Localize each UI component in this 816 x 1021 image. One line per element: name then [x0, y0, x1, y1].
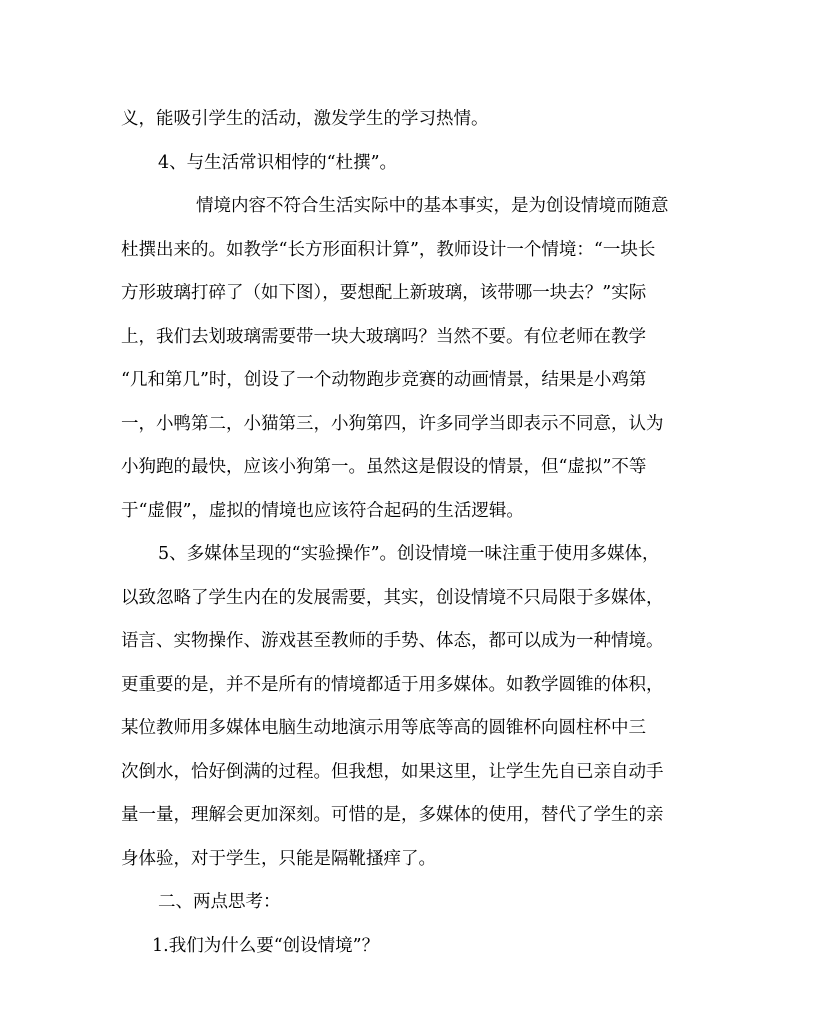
text-line: 一，小鸭第二，小猫第三，小狗第四，许多同学当即表示不同意，认为: [121, 414, 664, 434]
text-line: 某位教师用多媒体电脑生动地演示用等底等高的圆锥杯向圆柱杯中三: [121, 718, 646, 738]
text-line: 更重要的是，并不是所有的情境都适于用多媒体。如教学圆锥的体积，: [121, 675, 664, 695]
section-heading: 二、两点思考：: [158, 892, 281, 912]
text-line: 身体验，对于学生，只能是隔靴搔痒了。: [121, 849, 436, 869]
section-heading: 4、与生活常识相悖的“杜撰”。: [158, 153, 398, 173]
text-line: 语言、实物操作、游戏甚至教师的手势、体态，都可以成为一种情境。: [121, 631, 664, 651]
text-line: 情境内容不符合生活实际中的基本事实，是为创设情境而随意: [196, 196, 669, 216]
text-line: 以致忽略了学生内在的发展需要，其实，创设情境不只局限于多媒体，: [121, 588, 664, 608]
text-line: 小狗跑的最快，应该小狗第一。虽然这是假设的情景，但“虚拟”不等: [121, 457, 647, 477]
text-line: 方形玻璃打碎了（如下图），要想配上新玻璃，该带哪一块去？”实际: [121, 283, 647, 303]
text-line: 义，能吸引学生的活动，激发学生的学习热情。: [121, 109, 489, 129]
text-line: “几和第几”时，创设了一个动物跑步竞赛的动画情景，结果是小鸡第: [121, 370, 647, 390]
section-heading: 5、多媒体呈现的“实验操作”。创设情境一味注重于使用多媒体，: [158, 544, 660, 564]
text-line: 上，我们去划玻璃需要带一块大玻璃吗？当然不要。有位老师在教学: [121, 327, 646, 347]
text-line: 杜撰出来的。如教学“长方形面积计算”，教师设计一个情境：“一块长: [121, 240, 656, 260]
text-line: 于“虚假”，虚拟的情境也应该符合起码的生活逻辑。: [121, 501, 524, 521]
text-line: 量一量，理解会更加深刻。可惜的是，多媒体的使用，替代了学生的亲: [121, 805, 664, 825]
subsection-heading: 1.我们为什么要“创设情境”？: [152, 936, 380, 956]
text-line: 次倒水，恰好倒满的过程。但我想，如果这里，让学生先自已亲自动手: [121, 762, 664, 782]
